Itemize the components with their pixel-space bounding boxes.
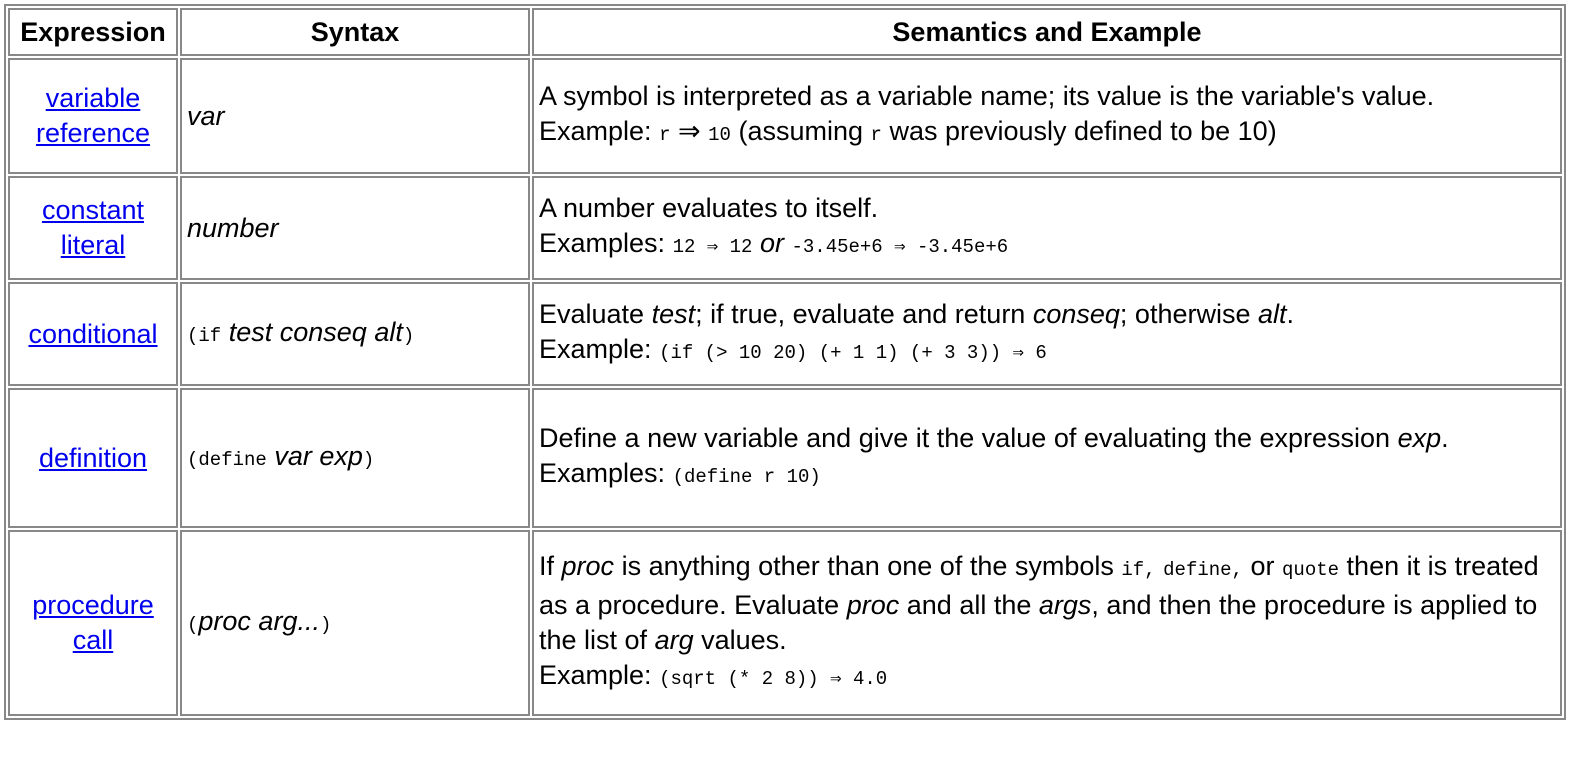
semantics-description: A number evaluates to itself. (539, 193, 879, 223)
expression-cell (8, 176, 178, 280)
syntax-cell (180, 58, 530, 174)
syntax-cell: (if test conseq alt) (180, 282, 530, 386)
variable-reference-link[interactable]: variable reference (35, 83, 151, 148)
header-semantics: Semantics and Example (532, 8, 1562, 56)
semantics-cell (532, 58, 1562, 174)
semantics-description: Define a new variable and give it the value of evaluating the expression exp. (539, 423, 1449, 453)
syntax-cell: (define var exp) (180, 388, 530, 528)
table-row (8, 176, 1562, 280)
semantics-description: Evaluate test; if true, evaluate and return conseq; otherwise alt. (539, 299, 1295, 329)
semantics-example: Examples: (define r 10) (539, 458, 821, 488)
table-row (8, 58, 1562, 174)
expression-cell (8, 530, 178, 716)
header-expression: Expression (8, 8, 178, 56)
syntax-cell: (proc arg...) (180, 530, 530, 716)
header-row (8, 8, 1562, 56)
semantics-example: Examples: 12 ⇒ 12 or -3.45e+6 ⇒ -3.45e+6 (539, 228, 1009, 258)
syntax-cell (180, 176, 530, 280)
semantics-example: Example: (sqrt (* 2 8)) ⇒ 4.0 (539, 660, 888, 690)
semantics-cell (532, 282, 1562, 386)
semantics-description: If proc is anything other than one of the symbols if, define, or quote then it is treated as a procedure. Evaluate proc and all the args, and then the procedure is applied to the list of arg values. (539, 551, 1539, 655)
semantics-example: Example: (if (> 10 20) (+ 1 1) (+ 3 3)) ⇒ 6 (539, 334, 1047, 364)
table-row (8, 282, 1562, 386)
expression-cell (8, 58, 178, 174)
semantics-cell (532, 388, 1562, 528)
semantics-example: Example: r ⇒ 10 (assuming r was previously defined to be 10) (539, 116, 1277, 146)
procedure-call-link[interactable]: procedure call (32, 590, 154, 655)
header-syntax: Syntax (180, 8, 530, 56)
syntax-var: var (187, 100, 225, 131)
table-row (8, 530, 1562, 716)
expression-cell (8, 388, 178, 528)
constant-literal-link[interactable]: constant literal (41, 195, 145, 260)
syntax-semantics-table (4, 4, 1566, 720)
conditional-link[interactable]: conditional (28, 318, 158, 349)
table-row (8, 388, 1562, 528)
semantics-cell (532, 176, 1562, 280)
expression-cell (8, 282, 178, 386)
definition-link[interactable]: definition (38, 442, 148, 473)
semantics-description: A symbol is interpreted as a variable name; its value is the variable's value. (539, 81, 1435, 111)
syntax-var: number (187, 212, 279, 243)
semantics-cell (532, 530, 1562, 716)
